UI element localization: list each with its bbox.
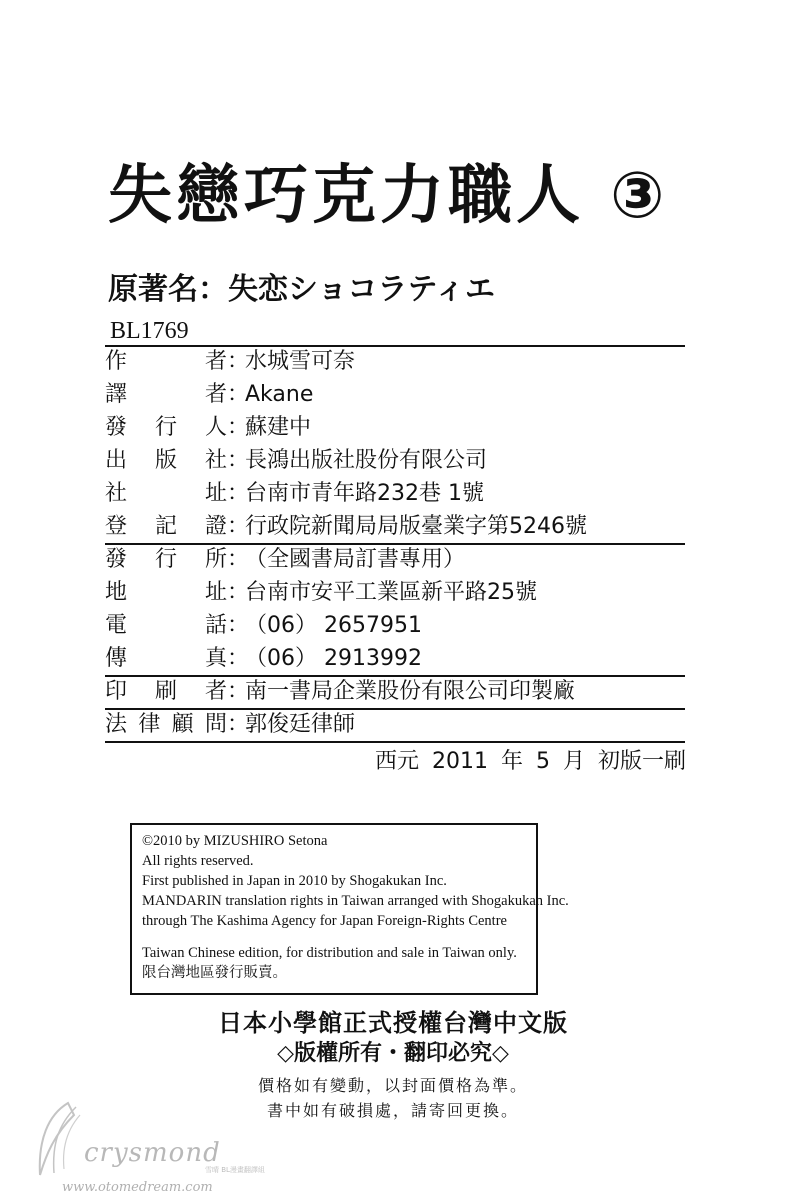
credit-value: 台南市安平工業區新平路25號 bbox=[245, 580, 537, 605]
damage-note: 書中如有破損處，請寄回更換。 bbox=[266, 1101, 519, 1120]
credit-row bbox=[105, 642, 685, 675]
credit-label-char: 地 bbox=[105, 580, 128, 605]
copyright-box bbox=[130, 823, 569, 995]
credit-label bbox=[105, 477, 227, 510]
credit-label-char: 社 bbox=[105, 481, 128, 506]
credit-row bbox=[105, 609, 685, 642]
credit-value: Akane bbox=[245, 382, 314, 407]
credit-row bbox=[105, 543, 685, 576]
credit-value: （06） 2913992 bbox=[245, 646, 422, 671]
credit-label bbox=[105, 642, 227, 675]
credit-value: 蘇建中 bbox=[245, 415, 312, 440]
credit-separator: ： bbox=[227, 448, 250, 473]
credit-value: 南一書局企業股份有限公司印製廠 bbox=[245, 679, 576, 704]
credit-value: 台南市青年路232巷 1號 bbox=[245, 481, 484, 506]
credit-label-char: 發 bbox=[105, 547, 128, 572]
credit-label-char: 記 bbox=[154, 514, 177, 539]
credit-label-char: 顧 bbox=[171, 712, 194, 737]
copyright-line: 限台灣地區發行販賣。 bbox=[142, 965, 287, 981]
credit-value: 郭俊廷律師 bbox=[245, 712, 356, 737]
credit-row bbox=[105, 477, 685, 510]
credit-label bbox=[105, 510, 227, 543]
credit-label-char: 譯 bbox=[105, 382, 128, 407]
credit-label-char: 真 bbox=[204, 646, 227, 671]
copyright-line: through The Kashima Agency for Japan Foreign-Rights Centre bbox=[142, 913, 507, 929]
credit-label-char: 者 bbox=[204, 349, 227, 374]
divider-2 bbox=[105, 675, 685, 677]
credit-label-char: 出 bbox=[105, 448, 128, 473]
divider-3 bbox=[105, 708, 685, 710]
divider-1 bbox=[105, 543, 685, 545]
credit-row bbox=[105, 411, 685, 444]
credit-label-char: 者 bbox=[204, 382, 227, 407]
wing-logo-icon bbox=[28, 1095, 88, 1185]
credit-label-char: 所 bbox=[204, 547, 227, 572]
credit-separator: ： bbox=[227, 547, 250, 572]
credit-separator: ： bbox=[227, 415, 250, 440]
credit-label-char: 址 bbox=[204, 580, 227, 605]
credit-label-char: 行 bbox=[154, 547, 177, 572]
credit-label-char: 登 bbox=[105, 514, 128, 539]
credit-separator: ： bbox=[227, 613, 250, 638]
watermark-name: crysmond bbox=[84, 1138, 221, 1168]
credit-label bbox=[105, 378, 227, 411]
authorization-statement: 日本小學館正式授權台灣中文版 bbox=[218, 1009, 568, 1037]
credit-label bbox=[105, 345, 227, 378]
credit-separator: ： bbox=[227, 679, 250, 704]
copyright-line: MANDARIN translation rights in Taiwan arranged with Shogakukan Inc. bbox=[142, 893, 569, 909]
credit-label-char: 電 bbox=[105, 613, 128, 638]
credit-label-char: 傳 bbox=[105, 646, 128, 671]
credit-label-char: 者 bbox=[204, 679, 227, 704]
credit-label-char: 話 bbox=[204, 613, 227, 638]
credit-label-char: 社 bbox=[204, 448, 227, 473]
copyright-line: ©2010 by MIZUSHIRO Setona bbox=[142, 833, 328, 849]
credit-label-char: 刷 bbox=[154, 679, 177, 704]
credit-row bbox=[105, 510, 685, 543]
credit-separator: ： bbox=[227, 514, 250, 539]
credit-value: 水城雪可奈 bbox=[245, 349, 356, 374]
credit-label-char: 證 bbox=[204, 514, 227, 539]
credit-separator: ： bbox=[227, 481, 250, 506]
credit-label bbox=[105, 609, 227, 642]
credit-label-char: 法 bbox=[105, 712, 128, 737]
diamond-icon: ◇ bbox=[492, 1041, 509, 1066]
watermark-subtitle: 雪晴 BL漫畫翻譯組 bbox=[205, 1166, 265, 1174]
credit-separator: ： bbox=[227, 712, 250, 737]
credit-label-char: 印 bbox=[105, 679, 128, 704]
credit-row bbox=[105, 675, 685, 708]
credit-label bbox=[105, 675, 227, 708]
credit-label-char: 作 bbox=[105, 349, 128, 374]
credit-row bbox=[105, 576, 685, 609]
book-title: 失戀巧克力職人 ③ bbox=[108, 159, 669, 233]
catalog-code: BL1769 bbox=[110, 318, 189, 344]
divider-4 bbox=[105, 741, 685, 743]
credit-label-char: 發 bbox=[105, 415, 128, 440]
credit-label bbox=[105, 576, 227, 609]
publication-date: 西元 2011 年 5 月 初版一刷 bbox=[375, 749, 686, 774]
credit-label-char: 律 bbox=[138, 712, 161, 737]
copyright-line: All rights reserved. bbox=[142, 853, 254, 869]
credit-separator: ： bbox=[227, 349, 250, 374]
credit-label bbox=[105, 543, 227, 576]
credit-row bbox=[105, 345, 685, 378]
rights-text: 版權所有・翻印必究 bbox=[293, 1041, 492, 1066]
credit-separator: ： bbox=[227, 580, 250, 605]
credit-label bbox=[105, 411, 227, 444]
credit-label-char: 行 bbox=[154, 415, 177, 440]
credit-separator: ： bbox=[227, 382, 250, 407]
credit-label-char: 址 bbox=[204, 481, 227, 506]
watermark-url: www.otomedream.com bbox=[62, 1180, 213, 1195]
copyright-line: First published in Japan in 2010 by Shogakukan Inc. bbox=[142, 873, 447, 889]
credit-row bbox=[105, 378, 685, 411]
credit-separator: ： bbox=[227, 646, 250, 671]
credit-label bbox=[105, 444, 227, 477]
credit-value: （06） 2657951 bbox=[245, 613, 422, 638]
credit-value: 長鴻出版社股份有限公司 bbox=[245, 448, 488, 473]
credit-value: 行政院新聞局局版臺業字第5246號 bbox=[245, 514, 587, 539]
credit-label-char: 人 bbox=[204, 415, 227, 440]
credit-value: （全國書局訂書專用） bbox=[245, 547, 466, 572]
price-note: 價格如有變動，以封面價格為準。 bbox=[257, 1076, 528, 1095]
copyright-line: Taiwan Chinese edition, for distribution and sale in Taiwan only. bbox=[142, 945, 517, 961]
credit-row bbox=[105, 708, 685, 741]
original-title: 原著名：失恋ショコラティエ bbox=[108, 272, 495, 307]
credit-label bbox=[105, 708, 227, 741]
credit-row bbox=[105, 444, 685, 477]
credit-label-char: 問 bbox=[204, 712, 227, 737]
diamond-icon: ◇ bbox=[277, 1041, 294, 1066]
rights-statement bbox=[0, 1040, 786, 1068]
credit-label-char: 版 bbox=[154, 448, 177, 473]
